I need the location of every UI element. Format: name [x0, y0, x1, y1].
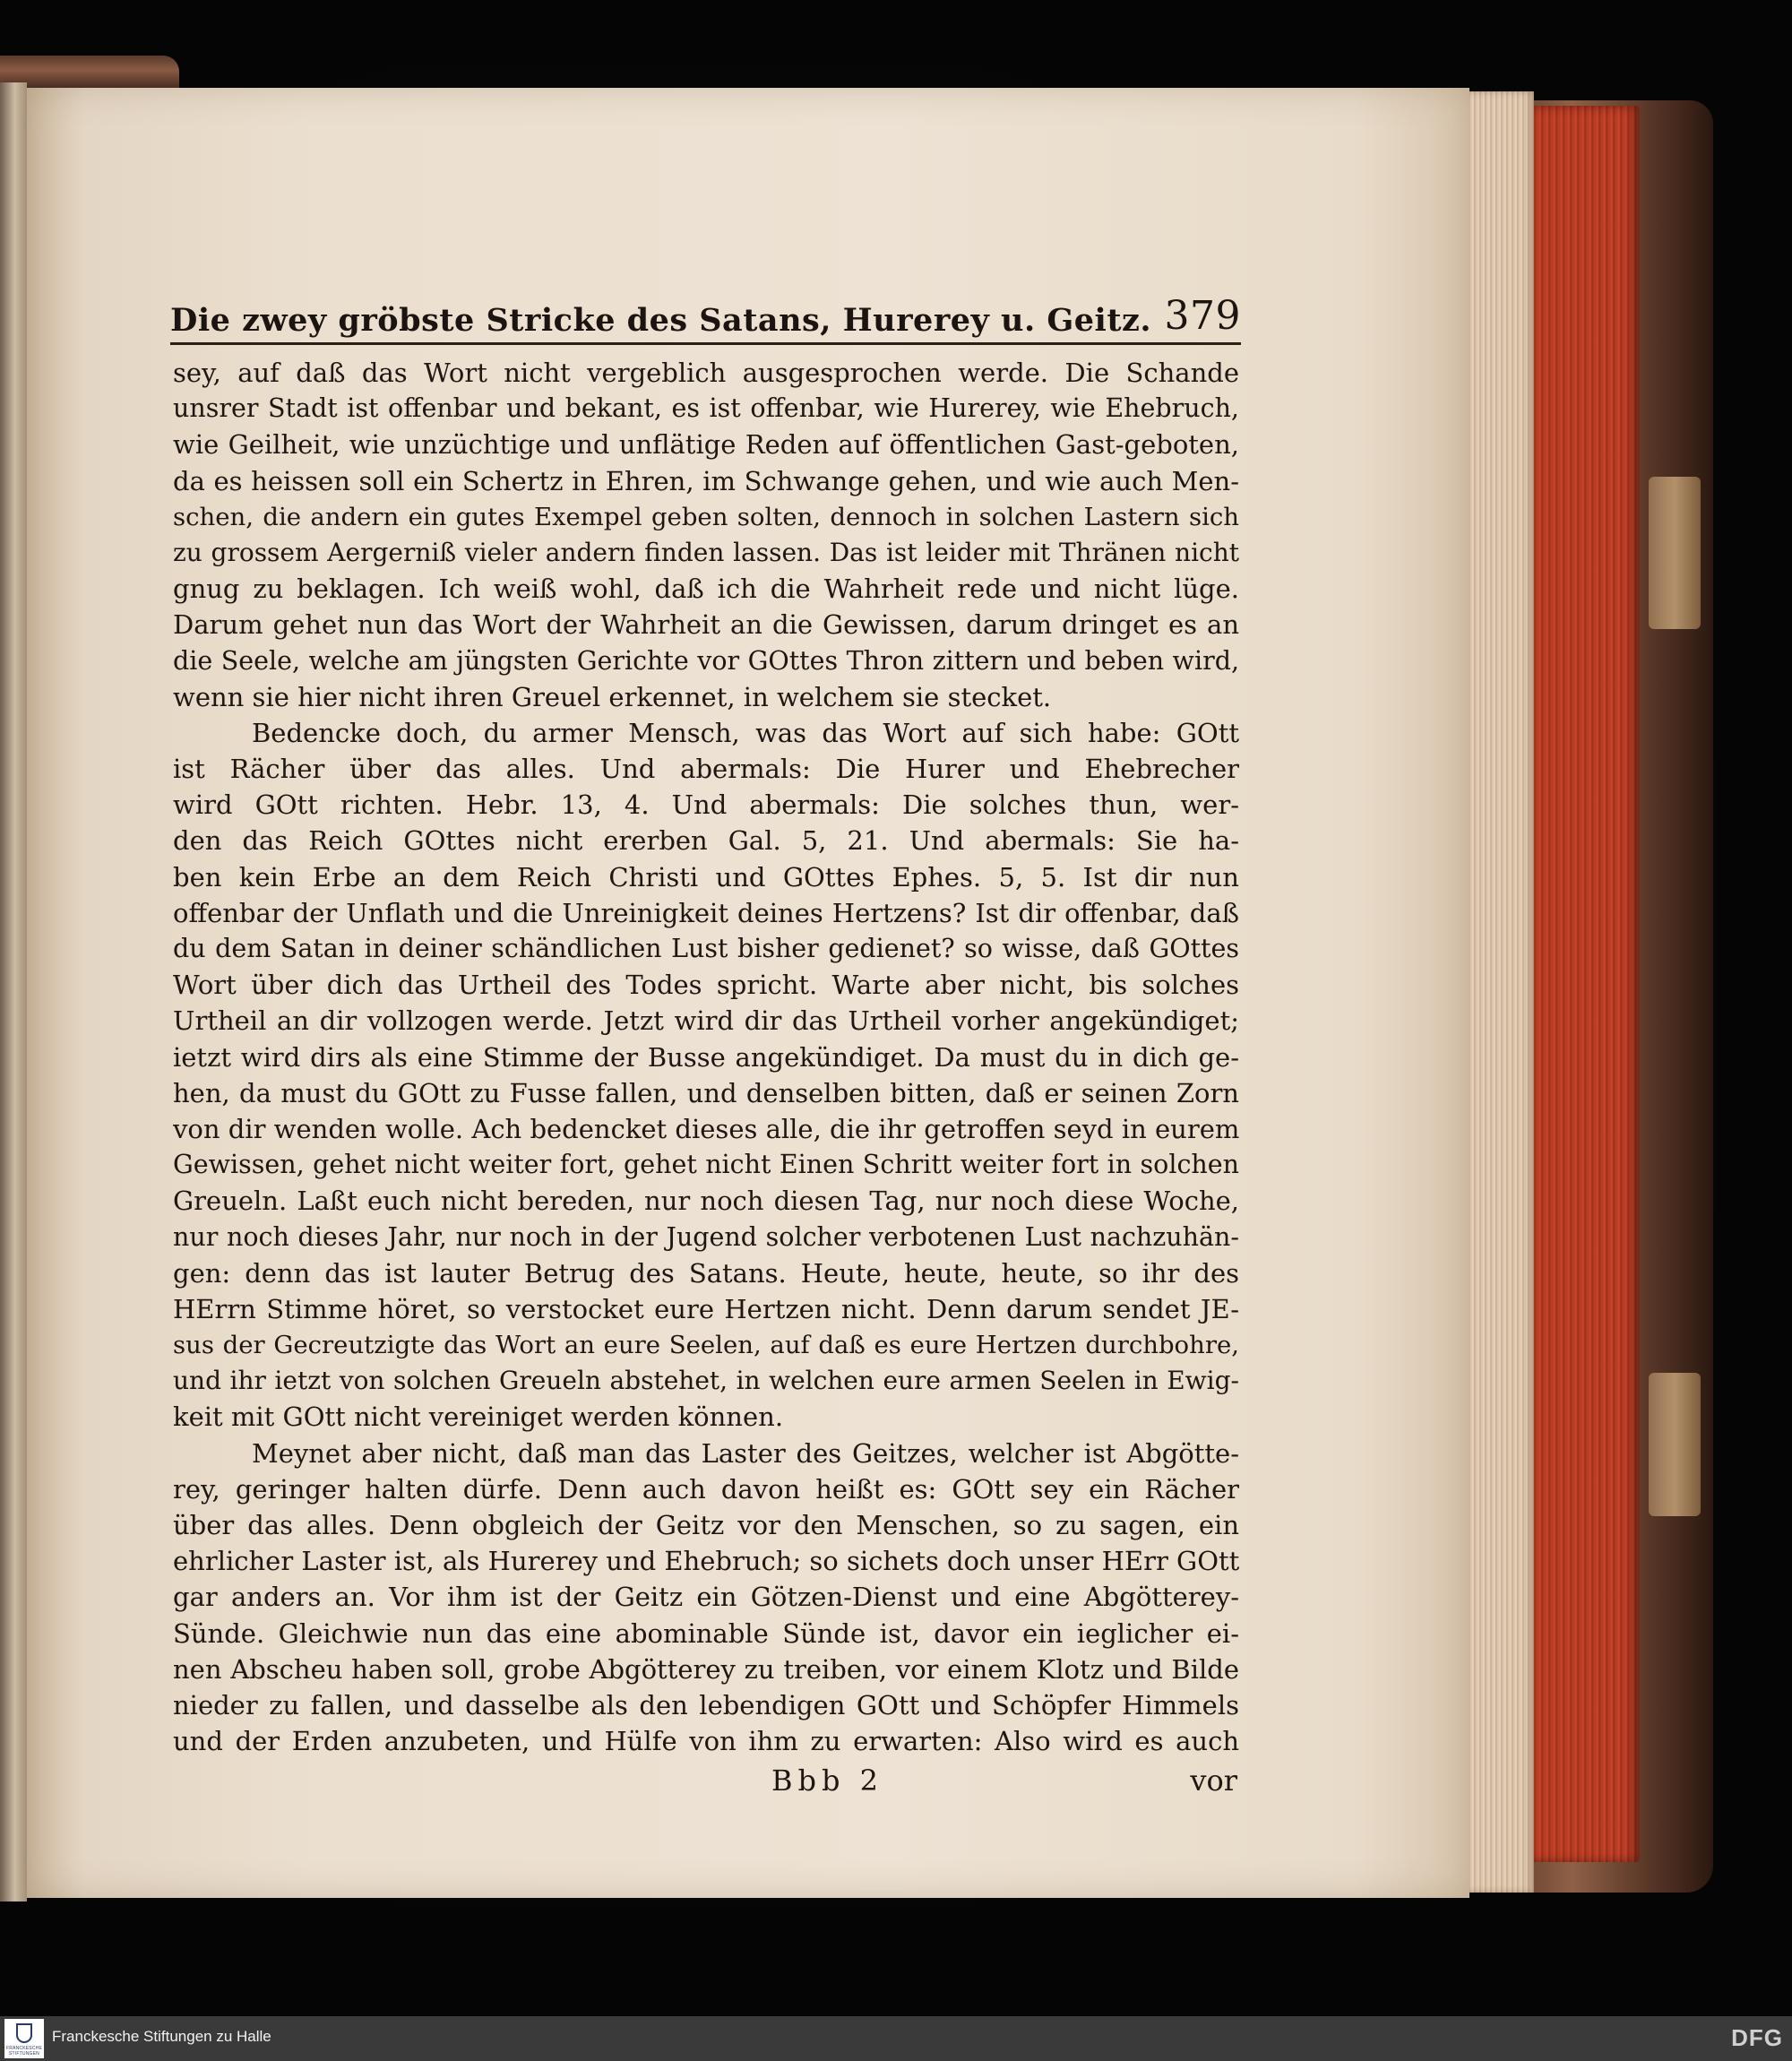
text-line: gar anders an. Vor ihm ist der Geitz ein Götzen-Dienst und eine Abgötterey- [173, 1582, 1239, 1613]
page-footer [173, 1763, 1239, 1805]
text-line: hen, da must du GOtt zu Fusse fallen, und denselben bitten, daß er seinen Zorn [173, 1077, 1239, 1108]
book-page [27, 88, 1469, 1898]
text-line: HErrn Stimme höret, so verstocket eure Hertzen nicht. Denn darum sendet JE- [173, 1293, 1239, 1324]
archive-footer-bar [0, 2016, 1792, 2061]
text-line: wird GOtt richten. Hebr. 13, 4. Und abermals: Die solches thun, wer- [173, 789, 1239, 821]
text-line: nen Abscheu haben soll, grobe Abgötterey zu treiben, vor einem Klotz und Bilde [173, 1653, 1239, 1685]
text-line: du dem Satan in deiner schändlichen Lust bisher gedienet? so wisse, daß GOttes [173, 934, 1239, 963]
page-number: 379 [1164, 293, 1241, 339]
text-line: wie Geilheit, wie unzüchtige und unflätige Reden auf öffentlichen Gast-geboten, [173, 429, 1239, 461]
text-line: schen, die andern ein gutes Exempel geben solten, dennoch in solchen Lastern sich [173, 502, 1239, 531]
crest-icon [16, 2023, 32, 2043]
text-line: Greueln. Laßt euch nicht bereden, nur noch diesen Tag, nur noch diese Woche, [173, 1186, 1239, 1217]
text-line: ben kein Erbe an dem Reich Christi und GOttes Ephes. 5, 5. Ist dir nun [173, 861, 1239, 893]
text-line: über das alles. Denn obgleich der Geitz vor den Menschen, so zu sagen, ein [173, 1510, 1239, 1540]
text-line: ietzt wird dirs als eine Stimme der Busse angekündiget. Da must du in dich ge- [173, 1041, 1239, 1073]
text-line: Wort über dich das Urtheil des Todes spricht. Warte aber nicht, bis solches [173, 970, 1239, 1001]
cover-top-edge [0, 56, 179, 91]
text-line: da es heissen soll ein Schertz in Ehren, im Schwange gehen, und wie auch Men- [173, 465, 1239, 496]
text-line: Bedencke doch, du armer Mensch, was das Wort auf sich habe: GOtt [252, 717, 1239, 748]
text-line: nur noch dieses Jahr, nur noch in der Jugend solcher verbotenen Lust nachzuhän- [173, 1221, 1239, 1252]
running-head-title: Die zwey gröbste Stricke des Satans, Hurerey u. Geitz. [170, 302, 1152, 339]
franckesche-stiftungen-logo[interactable] [4, 2019, 44, 2058]
body-text [173, 355, 1239, 1759]
header-rule [170, 342, 1241, 345]
dfg-logo[interactable]: DFG [1731, 2024, 1783, 2051]
text-line: Sünde. Gleichwie nun das eine abominable Sünde ist, davor ein ieglicher ei- [173, 1617, 1239, 1649]
text-line: die Seele, welche am jüngsten Gerichte vor GOttes Thron zittern und beben wird, [173, 645, 1239, 676]
text-line: offenbar der Unflath und die Unreinigkeit deines Hertzens? Ist dir offenbar, daß [173, 897, 1239, 928]
text-line: unsrer Stadt ist offenbar und bekant, es ist offenbar, wie Hurerey, wie Ehebruch, [173, 393, 1239, 424]
text-line: zu grossem Aergerniß vieler andern finden lassen. Das ist leider mit Thränen nicht [173, 537, 1239, 567]
logo-caption: FRANCKESCHE STIFTUNGEN [6, 2046, 42, 2057]
text-line: ehrlicher Laster ist, als Hurerey und Ehebruch; so sichets doch unser HErr GOtt [173, 1546, 1239, 1577]
text-line: Gewissen, gehet nicht weiter fort, gehet nicht Einen Schritt weiter fort in solchen [173, 1150, 1239, 1180]
text-line: Meynet aber nicht, daß man das Laster des Geitzes, welcher ist Abgötte- [252, 1437, 1239, 1469]
text-line: wenn sie hier nicht ihren Greuel erkennet, in welchem sie stecket. [173, 681, 1052, 712]
text-line: den das Reich GOttes nicht ererben Gal. 5, 21. Und abermals: Sie ha- [173, 825, 1239, 857]
text-line: von dir wenden wolle. Ach bedencket dieses alle, die ihr getroffen seyd in eurem [173, 1113, 1239, 1144]
catchword: vor [1190, 1763, 1237, 1798]
text-line: und ihr ietzt von solchen Greueln abstehet, in welchen eure armen Seelen in Ewig- [173, 1366, 1239, 1396]
signature-mark: Bbb 2 [771, 1763, 884, 1798]
facing-page-edge [0, 82, 27, 1901]
institution-name[interactable]: Franckesche Stiftungen zu Halle [52, 2028, 271, 2045]
red-page-edges [1523, 106, 1640, 1862]
leather-wear [1649, 477, 1701, 629]
text-line: rey, geringer halten dürfe. Denn auch davon heißt es: GOtt sey ein Rächer [173, 1473, 1239, 1505]
text-line: gen: denn das ist lauter Betrug des Satans. Heute, heute, heute, so ihr des [173, 1257, 1239, 1289]
text-line: Darum gehet nun das Wort der Wahrheit an die Gewissen, darum dringet es an [173, 609, 1239, 641]
text-line: keit mit GOtt nicht vereiniget werden können. [173, 1401, 784, 1433]
running-head [170, 276, 1241, 339]
text-line: sey, auf daß das Wort nicht vergeblich ausgesprochen werde. Die Schande [173, 358, 1239, 388]
text-line: gnug zu beklagen. Ich weiß wohl, daß ich die Wahrheit rede und nicht lüge. [173, 573, 1239, 605]
text-line: Urtheil an dir vollzogen werde. Jetzt wird dir das Urtheil vorher angekündiget; [173, 1005, 1239, 1037]
text-line: nieder zu fallen, und dasselbe als den lebendigen GOtt und Schöpfer Himmels [173, 1689, 1239, 1720]
text-line: sus der Gecreutzigte das Wort an eure Seelen, auf daß es eure Hertzen durchbohre, [173, 1331, 1239, 1360]
text-line: und der Erden anzubeten, und Hülfe von ihm zu erwarten: Also wird es auch [173, 1726, 1239, 1757]
text-line: ist Rächer über das alles. Und abermals: Die Hurer und Ehebrecher [173, 754, 1239, 785]
leather-wear [1649, 1373, 1701, 1516]
